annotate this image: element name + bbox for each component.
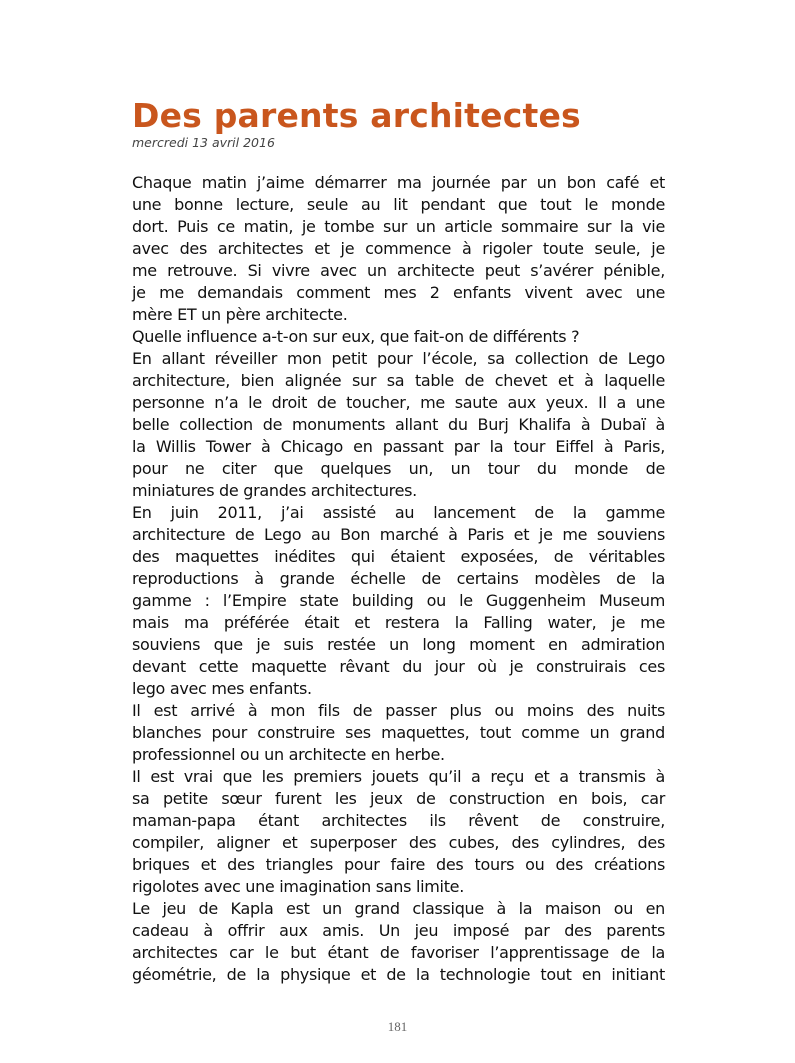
text-line: gamme : l’Empire state building ou le Guggenheim Museum bbox=[132, 591, 665, 610]
paragraph bbox=[132, 898, 665, 986]
text-line: des maquettes inédites qui étaient exposées, de véritables bbox=[132, 547, 665, 566]
text-line: professionnel ou un architecte en herbe. bbox=[132, 745, 445, 764]
text-line: cadeau à offrir aux amis. Un jeu imposé par des parents bbox=[132, 921, 665, 940]
text-line: Il est vrai que les premiers jouets qu’il a reçu et a transmis à bbox=[132, 767, 665, 786]
page-number: 181 bbox=[387, 1019, 408, 1034]
text-line: mère ET un père architecte. bbox=[132, 305, 348, 324]
text-line: je me demandais comment mes 2 enfants vivent avec une bbox=[132, 283, 665, 302]
paragraph bbox=[132, 502, 665, 700]
text-line: sa petite sœur furent les jeux de construction en bois, car bbox=[132, 789, 665, 808]
paragraph bbox=[132, 326, 665, 348]
text-line: En juin 2011, j’ai assisté au lancement de la gamme bbox=[132, 503, 665, 522]
text-line: architecture de Lego au Bon marché à Paris et je me souviens bbox=[132, 525, 665, 544]
text-line: rigolotes avec une imagination sans limite. bbox=[132, 877, 464, 896]
text-line: me retrouve. Si vivre avec un architecte peut s’avérer pénible, bbox=[132, 261, 665, 280]
text-line: géométrie, de la physique et de la technologie tout en initiant bbox=[132, 965, 665, 984]
text-line: souviens que je suis restée un long moment en admiration bbox=[132, 635, 665, 654]
text-line: dort. Puis ce matin, je tombe sur un article sommaire sur la vie bbox=[132, 217, 665, 236]
text-line: la Willis Tower à Chicago en passant par la tour Eiffel à Paris, bbox=[132, 437, 665, 456]
text-line: maman-papa étant architectes ils rêvent de construire, bbox=[132, 811, 665, 830]
text-line: miniatures de grandes architectures. bbox=[132, 481, 417, 500]
text-line: pour ne citer que quelques un, un tour du monde de bbox=[132, 459, 665, 478]
text-line: compiler, aligner et superposer des cubes, des cylindres, des bbox=[132, 833, 665, 852]
text-line: En allant réveiller mon petit pour l’école, sa collection de Lego bbox=[132, 349, 665, 368]
text-line: Quelle influence a-t-on sur eux, que fait-on de différents ? bbox=[132, 327, 580, 346]
paragraph bbox=[132, 348, 665, 502]
paragraph bbox=[132, 766, 665, 898]
text-line: devant cette maquette rêvant du jour où je construirais ces bbox=[132, 657, 665, 676]
text-line: briques et des triangles pour faire des tours ou des créations bbox=[132, 855, 665, 874]
text-line: Il est arrivé à mon fils de passer plus ou moins des nuits bbox=[132, 701, 665, 720]
text-line: belle collection de monuments allant du Burj Khalifa à Dubaï à bbox=[132, 415, 665, 434]
article-date: mercredi 13 avril 2016 bbox=[132, 135, 275, 150]
text-line: architecture, bien alignée sur sa table de chevet et à laquelle bbox=[132, 371, 665, 390]
text-line: Chaque matin j’aime démarrer ma journée par un bon café et bbox=[132, 173, 665, 192]
text-line: mais ma préférée était et restera la Falling water, je me bbox=[132, 613, 665, 632]
paragraph bbox=[132, 172, 665, 326]
text-line: avec des architectes et je commence à rigoler toute seule, je bbox=[132, 239, 665, 258]
paragraph bbox=[132, 700, 665, 766]
text-line: architectes car le but étant de favoriser l’apprentissage de la bbox=[132, 943, 665, 962]
article-title: Des parents architectes bbox=[132, 96, 581, 135]
text-line: reproductions à grande échelle de certains modèles de la bbox=[132, 569, 665, 588]
text-line: blanches pour construire ses maquettes, tout comme un grand bbox=[132, 723, 665, 742]
text-line: lego avec mes enfants. bbox=[132, 679, 312, 698]
article-body bbox=[132, 172, 665, 986]
text-line: personne n’a le droit de toucher, me saute aux yeux. Il a une bbox=[132, 393, 665, 412]
text-line: une bonne lecture, seule au lit pendant que tout le monde bbox=[132, 195, 665, 214]
text-line: Le jeu de Kapla est un grand classique à la maison ou en bbox=[132, 899, 665, 918]
